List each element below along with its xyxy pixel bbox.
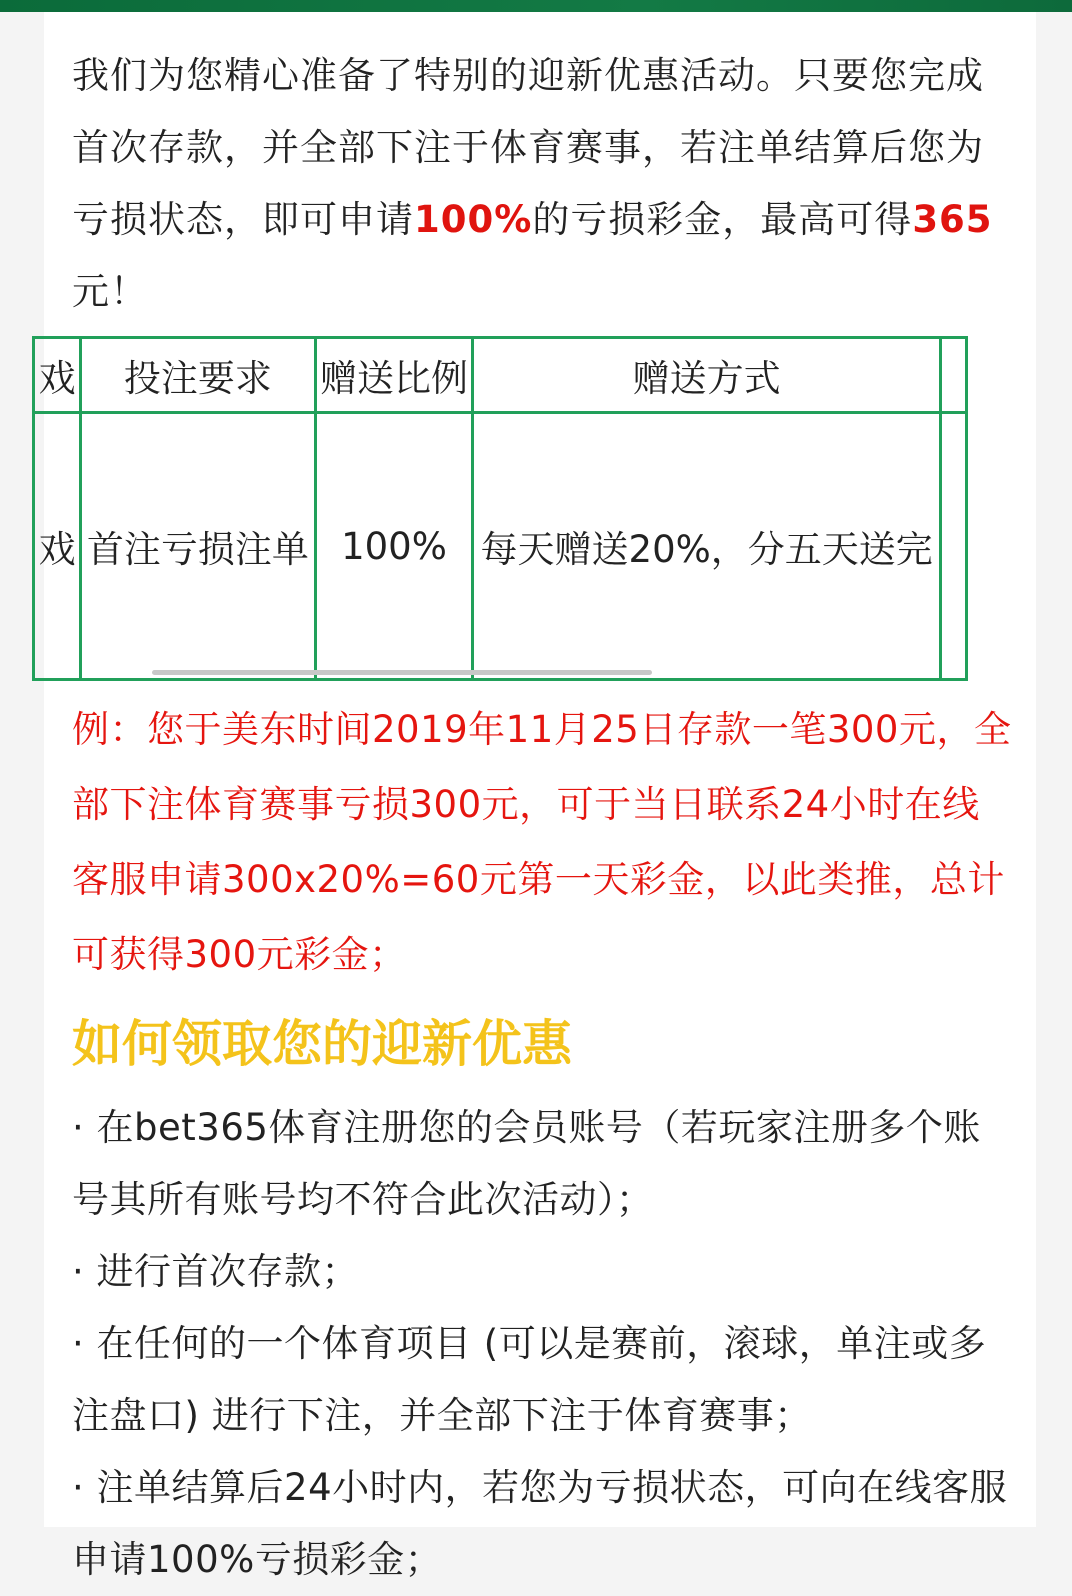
- header-cell-bet-requirement: 投注要求: [81, 338, 315, 413]
- intro-text-before: 我们为您精心准备了特别的迎新优惠活动。只要您完成首次存款，并全部下注于体育赛事，若注单结算后您为亏损状态，即可申请: [72, 54, 984, 241]
- article-body: [38, 40, 1012, 1596]
- row-cell-bonus-method: 每天赠送20%，分五天送完: [473, 413, 940, 680]
- table-horizontal-scrollbar[interactable]: [152, 670, 652, 675]
- header-cell-bonus-ratio: 赠送比例: [315, 338, 473, 413]
- row-cell-overflow: [940, 413, 966, 680]
- intro-text-middle: 的亏损彩金，最高可得: [532, 198, 913, 241]
- intro-text-after: 元！: [72, 270, 148, 313]
- howto-section-title: 如何领取您的迎新优惠: [72, 1015, 572, 1073]
- list-item: · 注单结算后24小时内，若您为亏损状态，可向在线客服申请100%亏损彩金；: [72, 1466, 1008, 1581]
- howto-steps-list: [72, 1092, 1012, 1596]
- intro-highlight-percent: 100%: [414, 198, 533, 241]
- header-cell-bonus-method: 赠送方式: [473, 338, 940, 413]
- promo-table: [32, 336, 968, 681]
- promo-table-scroll-container[interactable]: [38, 336, 1008, 684]
- content-card: [38, 12, 1036, 1581]
- list-item: · 在bet365体育注册您的会员账号（若玩家注册多个账号其所有账号均不符合此次活动）；: [72, 1106, 981, 1221]
- row-cell-bet-requirement: 首注亏损注单: [81, 413, 315, 680]
- table-row: [34, 413, 967, 680]
- list-item: · 在任何的一个体育项目 (可以是赛前，滚球，单注或多注盘口) 进行下注，并全部下注于体育赛事；: [72, 1322, 987, 1437]
- table-header-row: [34, 338, 967, 413]
- row-cell-partial: 戏: [34, 413, 81, 680]
- intro-highlight-amount: 365: [912, 198, 993, 241]
- list-item: · 进行首次存款；: [72, 1250, 360, 1293]
- intro-paragraph: [72, 40, 1012, 328]
- header-cell-partial: 戏: [34, 338, 81, 413]
- top-header-bar: [0, 0, 1072, 12]
- example-paragraph: 例：您于美东时间2019年11月25日存款一笔300元，全部下注体育赛事亏损300元，可于当日联系24小时在线客服申请300x20%=60元第一天彩金，以此类推，总计可获得300元彩金；: [72, 708, 1012, 976]
- header-cell-overflow: [940, 338, 966, 413]
- row-cell-bonus-ratio: 100%: [315, 413, 473, 680]
